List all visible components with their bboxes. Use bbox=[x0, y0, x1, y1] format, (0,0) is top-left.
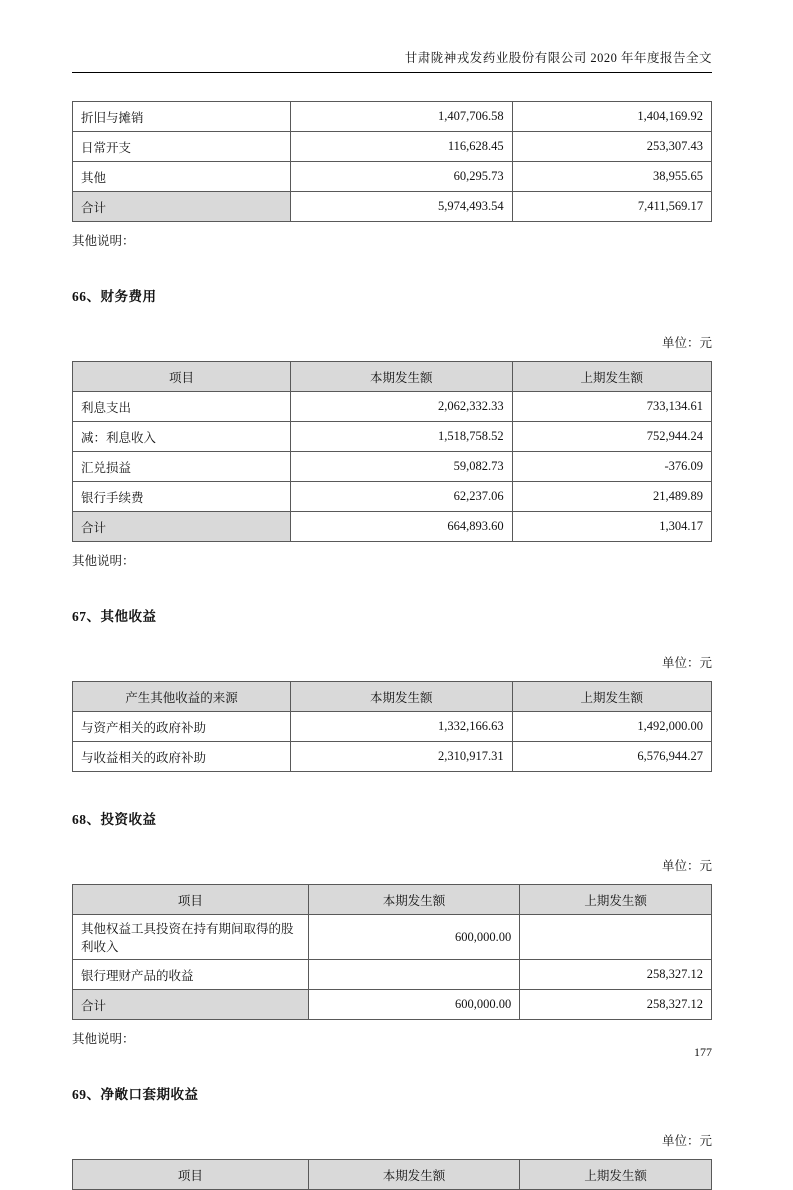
table-row bbox=[73, 102, 712, 132]
table-row bbox=[73, 915, 712, 960]
table-cell: 合计 bbox=[73, 512, 291, 542]
table-cell: 2,310,917.31 bbox=[290, 742, 512, 772]
table-header-cell: 项目 bbox=[73, 885, 309, 915]
table-row bbox=[73, 960, 712, 990]
table-cell: 62,237.06 bbox=[290, 482, 512, 512]
table-row bbox=[73, 422, 712, 452]
other-note-label: 其他说明： bbox=[72, 554, 135, 568]
table-cell bbox=[520, 915, 712, 960]
table-cell: 1,492,000.00 bbox=[512, 712, 711, 742]
unit-label: 单位：元 bbox=[661, 656, 712, 670]
table-header-cell: 项目 bbox=[73, 1160, 309, 1190]
table-row bbox=[73, 452, 712, 482]
table-cell: 733,134.61 bbox=[512, 392, 711, 422]
section-heading-66: 66、财务费用 bbox=[72, 289, 157, 304]
table-header-cell: 产生其他收益的来源 bbox=[73, 682, 291, 712]
table-header-cell: 项目 bbox=[73, 362, 291, 392]
table-header-cell: 本期发生额 bbox=[290, 362, 512, 392]
table-cell: 其他 bbox=[73, 162, 291, 192]
table-cell: 116,628.45 bbox=[290, 132, 512, 162]
table-cell: -376.09 bbox=[512, 452, 711, 482]
table-row bbox=[73, 742, 712, 772]
table-cell: 银行手续费 bbox=[73, 482, 291, 512]
table-header-cell: 上期发生额 bbox=[512, 682, 711, 712]
table-cell: 59,082.73 bbox=[290, 452, 512, 482]
table-header-row bbox=[73, 362, 712, 392]
table-cell: 与资产相关的政府补助 bbox=[73, 712, 291, 742]
table-cell: 与收益相关的政府补助 bbox=[73, 742, 291, 772]
other-note-label: 其他说明： bbox=[72, 1032, 135, 1046]
table-cell: 752,944.24 bbox=[512, 422, 711, 452]
table-row bbox=[73, 712, 712, 742]
unit-label: 单位：元 bbox=[661, 859, 712, 873]
table-cell: 258,327.12 bbox=[520, 990, 712, 1020]
unit-label: 单位：元 bbox=[661, 1134, 712, 1148]
other-note-label: 其他说明： bbox=[72, 234, 135, 248]
finance-costs-table bbox=[72, 361, 712, 542]
table-cell: 7,411,569.17 bbox=[512, 192, 711, 222]
table-cell: 折旧与摊销 bbox=[73, 102, 291, 132]
unit-label: 单位：元 bbox=[661, 336, 712, 350]
table-header-cell: 本期发生额 bbox=[290, 682, 512, 712]
table-cell: 日常开支 bbox=[73, 132, 291, 162]
table-cell: 2,062,332.33 bbox=[290, 392, 512, 422]
table-row bbox=[73, 132, 712, 162]
table-cell: 1,332,166.63 bbox=[290, 712, 512, 742]
table-cell: 其他权益工具投资在持有期间取得的股利收入 bbox=[73, 915, 309, 960]
table-header-cell: 上期发生额 bbox=[512, 362, 711, 392]
expenses-continued-table bbox=[72, 101, 712, 222]
table-cell: 合计 bbox=[73, 990, 309, 1020]
table-cell: 600,000.00 bbox=[308, 990, 520, 1020]
table-cell: 258,327.12 bbox=[520, 960, 712, 990]
table-row bbox=[73, 482, 712, 512]
table-header-row bbox=[73, 885, 712, 915]
page-number: 177 bbox=[694, 1045, 712, 1059]
table-row bbox=[73, 392, 712, 422]
table-cell: 减：利息收入 bbox=[73, 422, 291, 452]
table-row bbox=[73, 192, 712, 222]
section-heading-68: 68、投资收益 bbox=[72, 812, 157, 827]
table-cell: 1,404,169.92 bbox=[512, 102, 711, 132]
net-hedge-income-table bbox=[72, 1159, 712, 1190]
table-cell: 21,489.89 bbox=[512, 482, 711, 512]
table-header-cell: 上期发生额 bbox=[520, 1160, 712, 1190]
investment-income-table bbox=[72, 884, 712, 1020]
table-cell: 利息支出 bbox=[73, 392, 291, 422]
report-header-title: 甘肃陇神戎发药业股份有限公司 2020 年年度报告全文 bbox=[72, 48, 712, 73]
table-cell bbox=[308, 960, 520, 990]
table-header-row bbox=[73, 1160, 712, 1190]
table-cell: 1,407,706.58 bbox=[290, 102, 512, 132]
section-heading-67: 67、其他收益 bbox=[72, 609, 157, 624]
table-cell: 5,974,493.54 bbox=[290, 192, 512, 222]
table-header-cell: 本期发生额 bbox=[308, 1160, 520, 1190]
table-cell: 1,304.17 bbox=[512, 512, 711, 542]
table-cell: 253,307.43 bbox=[512, 132, 711, 162]
table-header-row bbox=[73, 682, 712, 712]
table-cell: 合计 bbox=[73, 192, 291, 222]
table-cell: 600,000.00 bbox=[308, 915, 520, 960]
table-cell: 6,576,944.27 bbox=[512, 742, 711, 772]
table-row bbox=[73, 990, 712, 1020]
table-cell: 60,295.73 bbox=[290, 162, 512, 192]
table-cell: 664,893.60 bbox=[290, 512, 512, 542]
section-heading-69: 69、净敞口套期收益 bbox=[72, 1087, 199, 1102]
table-cell: 汇兑损益 bbox=[73, 452, 291, 482]
table-header-cell: 上期发生额 bbox=[520, 885, 712, 915]
table-cell: 38,955.65 bbox=[512, 162, 711, 192]
table-row bbox=[73, 512, 712, 542]
table-cell: 银行理财产品的收益 bbox=[73, 960, 309, 990]
table-header-cell: 本期发生额 bbox=[308, 885, 520, 915]
other-income-table bbox=[72, 681, 712, 772]
table-cell: 1,518,758.52 bbox=[290, 422, 512, 452]
table-row bbox=[73, 162, 712, 192]
